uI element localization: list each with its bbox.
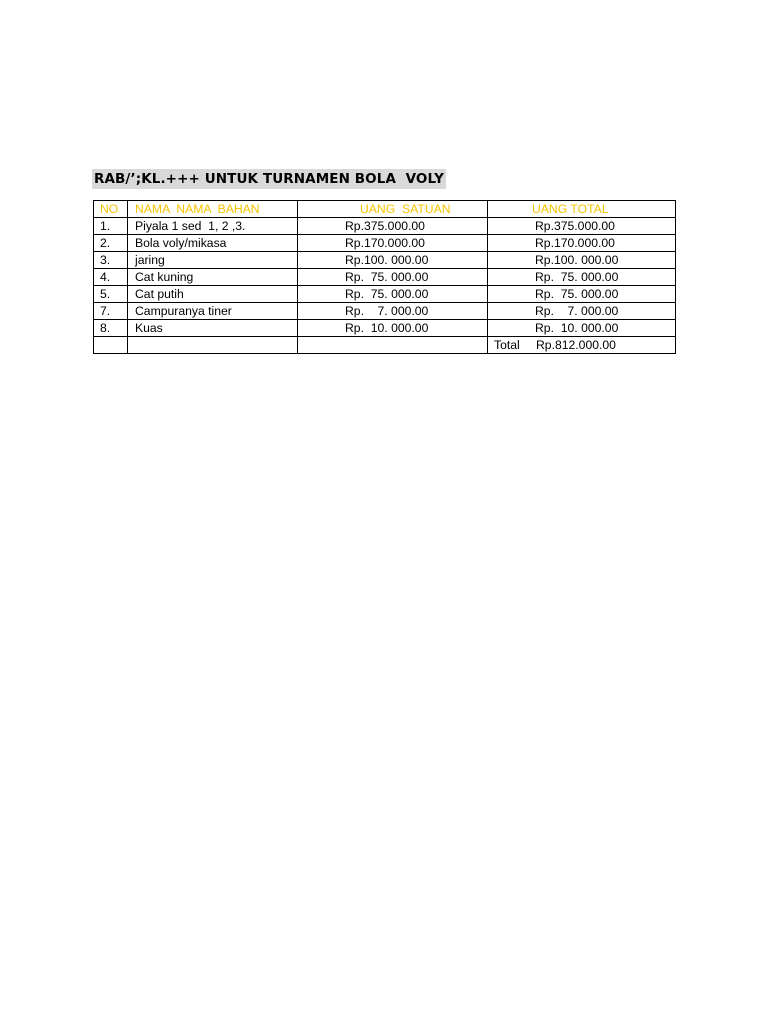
document-title: RAB/’;KL.+++ UNTUK TURNAMEN BOLA VOLY (94, 171, 444, 187)
row-unit-price: Rp.375.000.00 (298, 218, 488, 235)
row-no: 2. (94, 235, 128, 252)
total-row-empty-unit (298, 337, 488, 354)
table-total-row (94, 337, 676, 354)
table-row (94, 303, 676, 320)
row-total-price: Rp.375.000.00 (488, 218, 676, 235)
row-item-name: Cat kuning (128, 269, 298, 286)
row-item-name: Piyala 1 sed 1, 2 ,3. (128, 218, 298, 235)
table-row (94, 269, 676, 286)
table-row (94, 218, 676, 235)
table-row (94, 252, 676, 269)
total-row-empty-no (94, 337, 128, 354)
row-unit-price: Rp. 7. 000.00 (298, 303, 488, 320)
row-item-name: Cat putih (128, 286, 298, 303)
total-label: Total (494, 338, 520, 352)
header-unit-price: UANG SATUAN (298, 201, 488, 218)
row-unit-price: Rp.170.000.00 (298, 235, 488, 252)
header-total-price: UANG TOTAL (488, 201, 676, 218)
row-item-name: Kuas (128, 320, 298, 337)
row-total-price: Rp. 75. 000.00 (488, 269, 676, 286)
table-header-row (94, 201, 676, 218)
budget-table (93, 200, 676, 354)
table-row (94, 286, 676, 303)
header-item-name: NAMA NAMA BAHAN (128, 201, 298, 218)
row-total-price: Rp. 10. 000.00 (488, 320, 676, 337)
row-no: 3. (94, 252, 128, 269)
table-row (94, 235, 676, 252)
header-no: NO (94, 201, 128, 218)
row-total-price: Rp.170.000.00 (488, 235, 676, 252)
row-unit-price: Rp.100. 000.00 (298, 252, 488, 269)
row-unit-price: Rp. 10. 000.00 (298, 320, 488, 337)
row-item-name: jaring (128, 252, 298, 269)
total-value: Rp.812.000.00 (536, 338, 616, 352)
table-row (94, 320, 676, 337)
row-no: 7. (94, 303, 128, 320)
row-no: 8. (94, 320, 128, 337)
row-item-name: Campuranya tiner (128, 303, 298, 320)
row-item-name: Bola voly/mikasa (128, 235, 298, 252)
row-unit-price: Rp. 75. 000.00 (298, 286, 488, 303)
row-no: 4. (94, 269, 128, 286)
row-total-price: Rp.100. 000.00 (488, 252, 676, 269)
row-no: 1. (94, 218, 128, 235)
row-no: 5. (94, 286, 128, 303)
row-unit-price: Rp. 75. 000.00 (298, 269, 488, 286)
total-cell (488, 337, 676, 354)
total-row-empty-name (128, 337, 298, 354)
row-total-price: Rp. 75. 000.00 (488, 286, 676, 303)
row-total-price: Rp. 7. 000.00 (488, 303, 676, 320)
